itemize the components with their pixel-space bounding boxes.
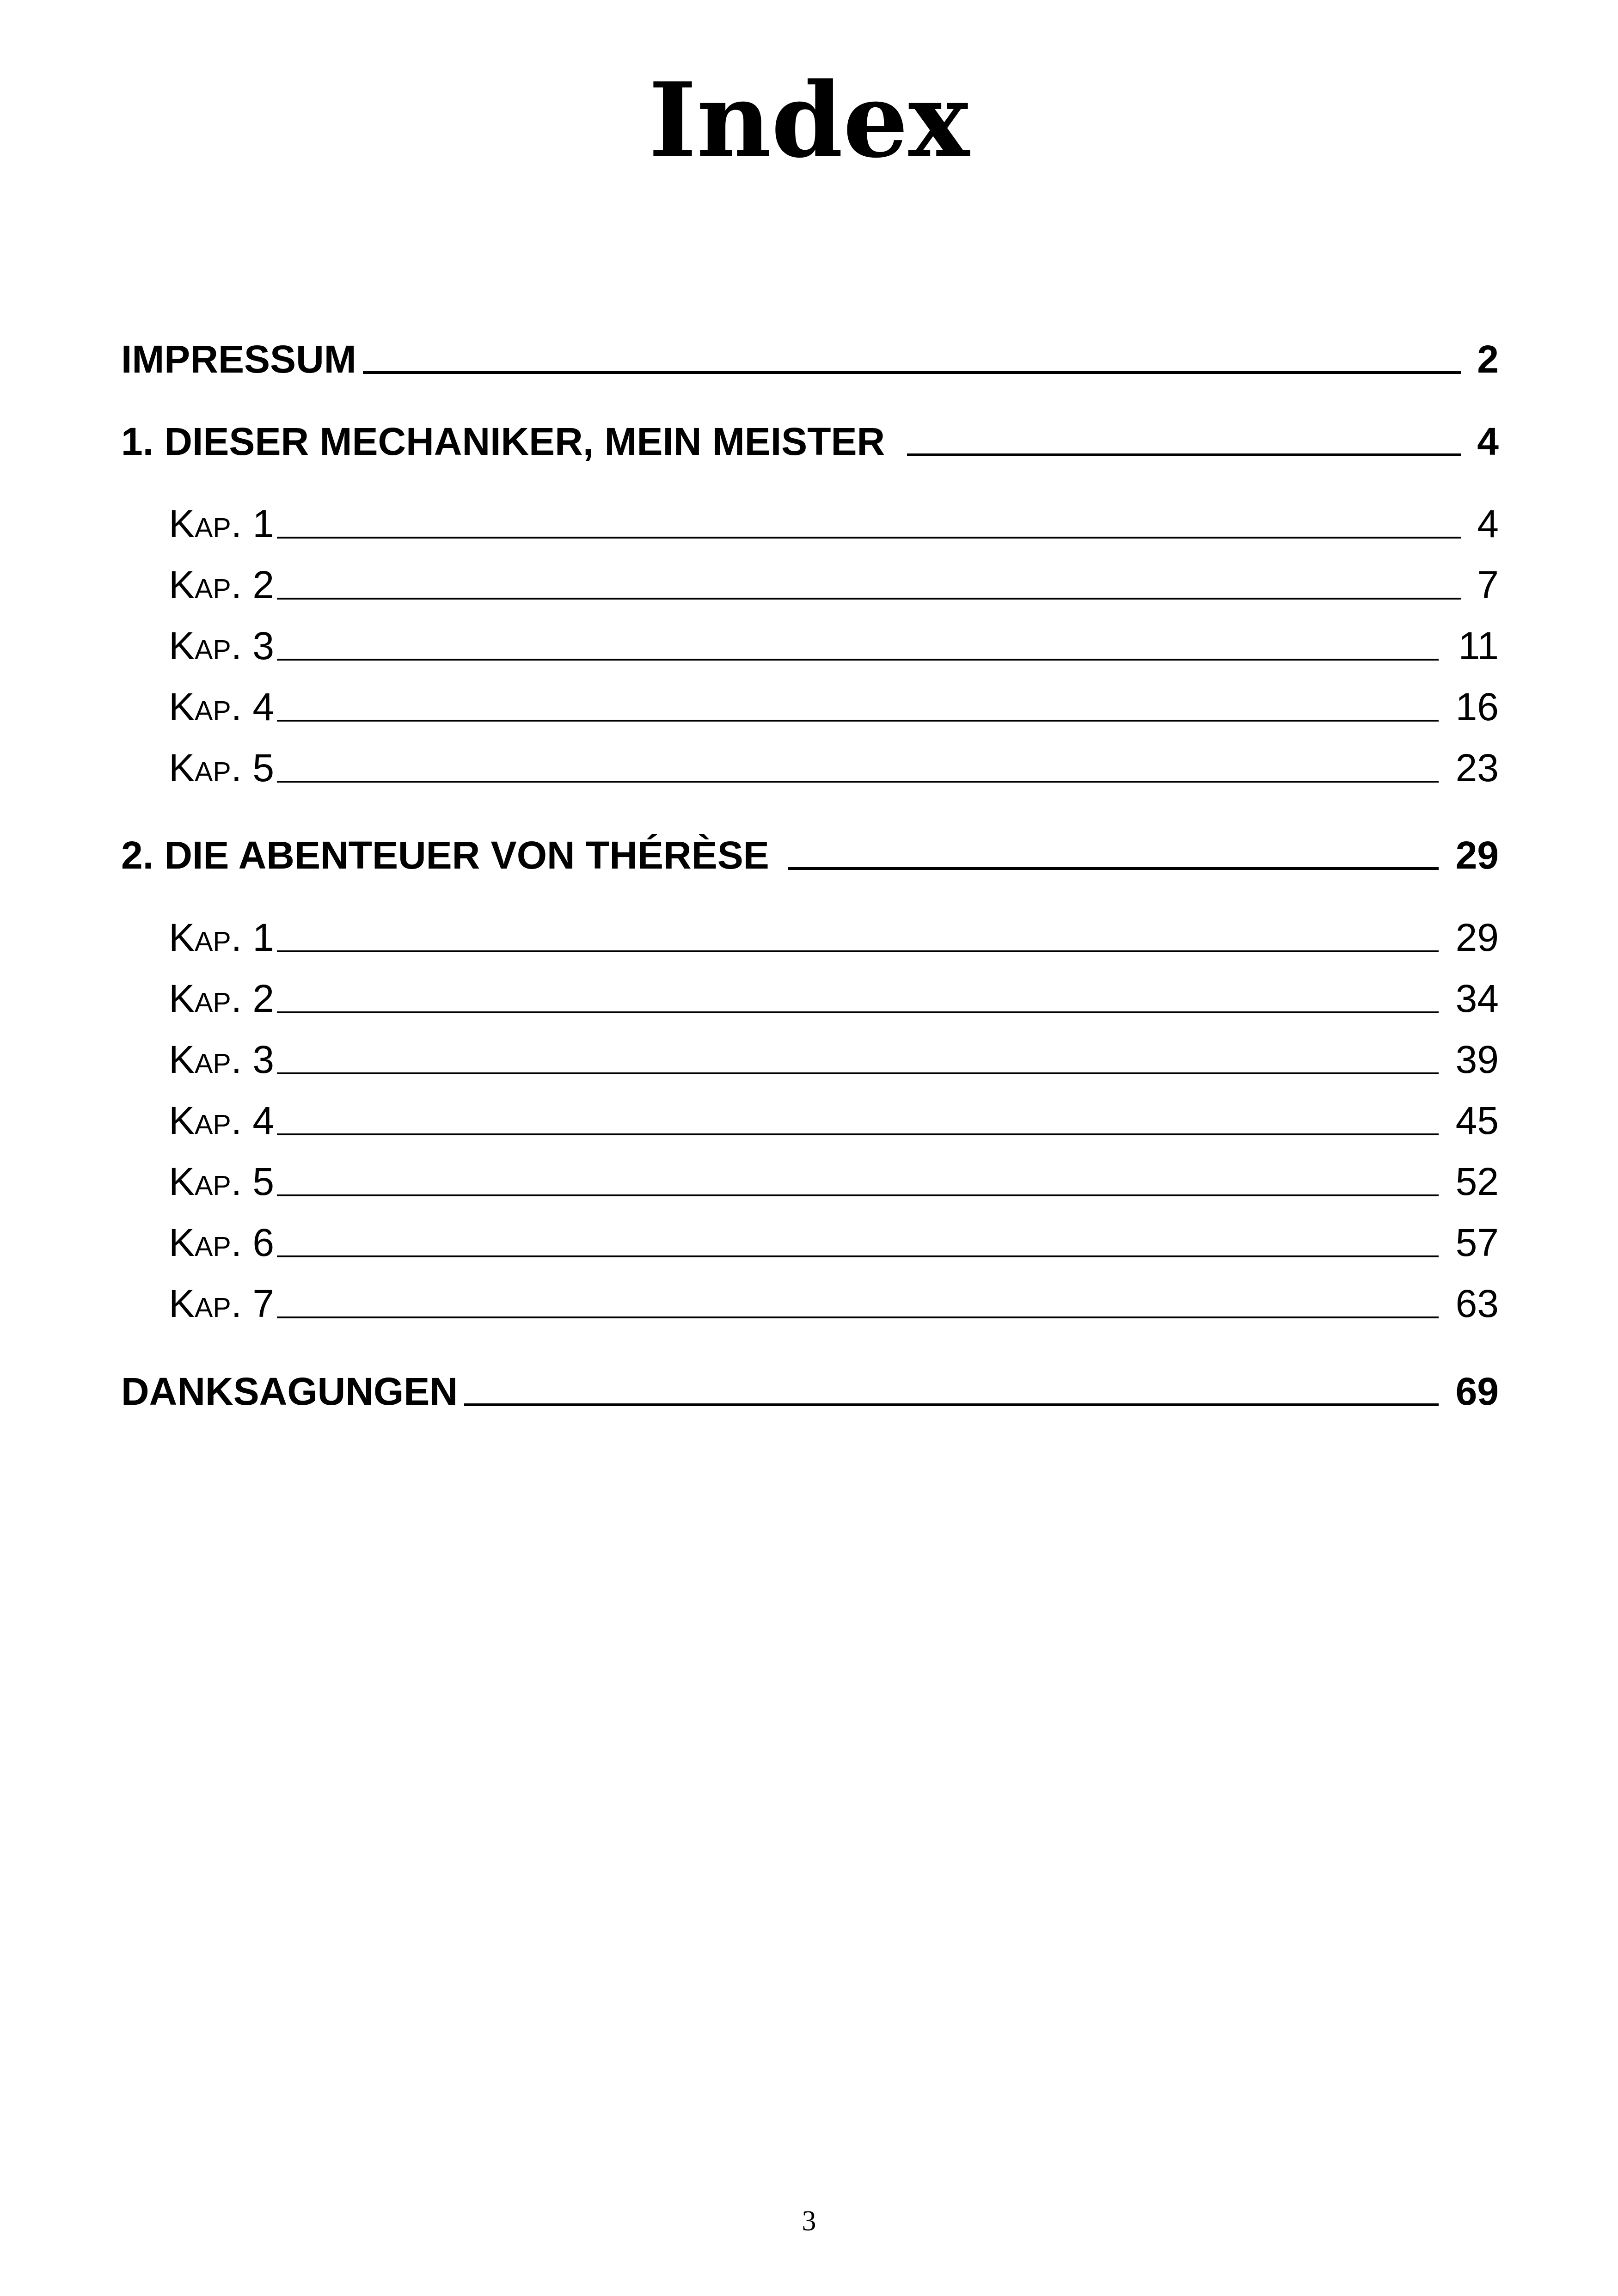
toc-entry-label: Kap. 4 (169, 685, 275, 729)
toc-leader-line (277, 501, 1461, 547)
toc-entry-page: 11 (1458, 624, 1499, 667)
toc-entry-page: 34 (1455, 977, 1499, 1020)
toc-entry-label: Kap. 4 (169, 1099, 275, 1142)
page-number: 3 (802, 2205, 816, 2237)
toc-entry-part-1-chapter-1[interactable] (169, 501, 1499, 547)
toc-entry-part-1-chapter-4[interactable] (169, 684, 1499, 730)
toc-leader-line (277, 745, 1439, 791)
toc-entry-label: Kap. 5 (169, 746, 275, 790)
toc-entry-label: Kap. 1 (169, 916, 275, 959)
toc-entry-page: 52 (1455, 1160, 1499, 1203)
toc-entry-label: 1. DIESER MECHANIKER, MEIN MEISTER (121, 420, 885, 463)
toc-leader-line (277, 975, 1439, 1022)
toc-entry-page: 16 (1455, 685, 1499, 729)
toc-leader-line (788, 832, 1439, 878)
toc-entry-label: Kap. 1 (169, 502, 275, 545)
toc-leader-line (277, 1280, 1439, 1327)
toc-entry-page: 45 (1455, 1099, 1499, 1142)
toc-entry-page: 29 (1455, 916, 1499, 959)
toc-leader-line (277, 914, 1439, 961)
toc-entry-label: IMPRESSUM (121, 337, 356, 381)
toc-entry-label: Kap. 3 (169, 624, 275, 667)
toc-leader-line (277, 1219, 1439, 1266)
toc-entry-part-2-chapter-1[interactable] (169, 914, 1499, 961)
toc-entry-page: 4 (1477, 420, 1499, 463)
toc-entry-label: Kap. 7 (169, 1282, 275, 1325)
toc-leader-line (277, 562, 1461, 608)
toc-entry-label: 2. DIE ABENTEUER VON THÉRÈSE (121, 833, 769, 877)
toc-entry-page: 69 (1455, 1370, 1499, 1413)
toc-leader-line (464, 1368, 1439, 1414)
toc-leader-line (277, 684, 1439, 730)
toc-leader-line (363, 336, 1461, 382)
toc-entry-part-2-chapter-3[interactable] (169, 1036, 1499, 1083)
toc-entry-impressum[interactable] (121, 336, 1499, 382)
toc-entry-page: 7 (1477, 563, 1499, 606)
toc-leader-line (277, 1097, 1439, 1144)
toc-entry-part-1-chapter-2[interactable] (169, 562, 1499, 608)
toc-entry-part-2-chapter-4[interactable] (169, 1097, 1499, 1144)
toc-entry-label: Kap. 2 (169, 977, 275, 1020)
toc-entry-page: 39 (1455, 1038, 1499, 1081)
toc-entry-part-1-chapter-5[interactable] (169, 745, 1499, 791)
toc-leader-line (907, 418, 1461, 465)
toc-entry-page: 4 (1477, 502, 1499, 545)
toc-entry-label: Kap. 5 (169, 1160, 275, 1203)
page-title: Index (648, 61, 970, 181)
toc-entry-part-2[interactable] (121, 832, 1499, 878)
toc-entry-label: DANKSAGUNGEN (121, 1370, 458, 1413)
toc-entry-label: Kap. 3 (169, 1038, 275, 1081)
toc-leader-line (277, 1158, 1439, 1205)
toc-leader-line (277, 623, 1439, 669)
toc-entry-label: Kap. 6 (169, 1221, 275, 1264)
toc-entry-page: 57 (1455, 1221, 1499, 1264)
toc-entry-danksagungen[interactable] (121, 1368, 1499, 1414)
toc-entry-page: 29 (1455, 833, 1499, 877)
toc-entry-part-1-chapter-3[interactable] (169, 623, 1499, 669)
toc-entry-part-2-chapter-2[interactable] (169, 975, 1499, 1022)
toc-entry-label: Kap. 2 (169, 563, 275, 606)
toc-entry-page: 23 (1455, 746, 1499, 790)
toc-entry-part-2-chapter-5[interactable] (169, 1158, 1499, 1205)
toc-leader-line (277, 1036, 1439, 1083)
toc-entry-page: 2 (1477, 337, 1499, 381)
toc-entry-part-1[interactable] (121, 418, 1499, 465)
toc-entry-page: 63 (1455, 1282, 1499, 1325)
toc-entry-part-2-chapter-6[interactable] (169, 1219, 1499, 1266)
toc-entry-part-2-chapter-7[interactable] (169, 1280, 1499, 1327)
